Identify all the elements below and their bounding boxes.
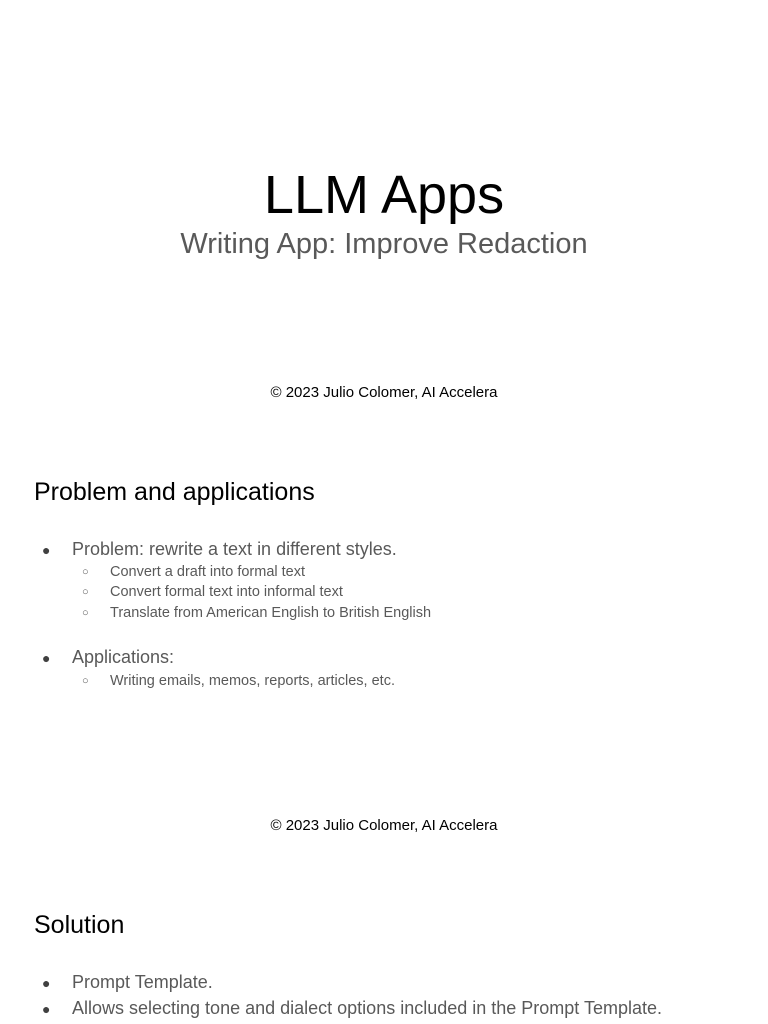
- sub-bullet-item: [0, 563, 768, 581]
- bullet-icon: ●: [42, 542, 51, 558]
- problem-applications-slide: [0, 433, 768, 866]
- solution-slide: [0, 866, 768, 1024]
- sub-bullet-text: Writing emails, memos, reports, articles, etc.: [110, 673, 395, 689]
- slide-heading: Solution: [34, 911, 125, 939]
- bullet-item: [0, 538, 768, 560]
- sub-bullet-text: Convert a draft into formal text: [110, 564, 306, 580]
- bullet-text: Allows selecting tone and dialect options included in the Prompt Template.: [72, 998, 663, 1018]
- presentation-subtitle: Writing App: Improve Redaction: [180, 228, 588, 260]
- sub-bullet-text: Translate from American English to British English: [110, 605, 432, 621]
- presentation-title: LLM Apps: [263, 165, 505, 225]
- bullet-text: Applications:: [72, 647, 175, 667]
- bullet-text: Problem: rewrite a text in different styles.: [72, 539, 397, 559]
- sub-bullet-item: [0, 583, 768, 601]
- bullet-icon: ●: [42, 975, 51, 991]
- title-slide: [0, 0, 768, 433]
- copyright-footer: © 2023 Julio Colomer, AI Accelera: [270, 817, 498, 834]
- sub-bullet-icon: ○: [82, 675, 89, 687]
- sub-bullet-icon: ○: [82, 566, 89, 578]
- slide-heading: Problem and applications: [34, 478, 315, 506]
- bullet-icon: ●: [42, 650, 51, 666]
- sub-bullet-icon: ○: [82, 586, 89, 598]
- copyright-footer: © 2023 Julio Colomer, AI Accelera: [270, 384, 498, 401]
- bullet-item: [0, 646, 768, 668]
- bullet-icon: ●: [42, 1001, 51, 1017]
- bullet-item: [0, 971, 768, 993]
- sub-bullet-icon: ○: [82, 607, 89, 619]
- bullet-item: [0, 997, 768, 1019]
- sub-bullet-item: [0, 604, 768, 622]
- sub-bullet-item: [0, 672, 768, 690]
- bullet-text: Prompt Template.: [72, 972, 213, 992]
- sub-bullet-text: Convert formal text into informal text: [110, 584, 343, 600]
